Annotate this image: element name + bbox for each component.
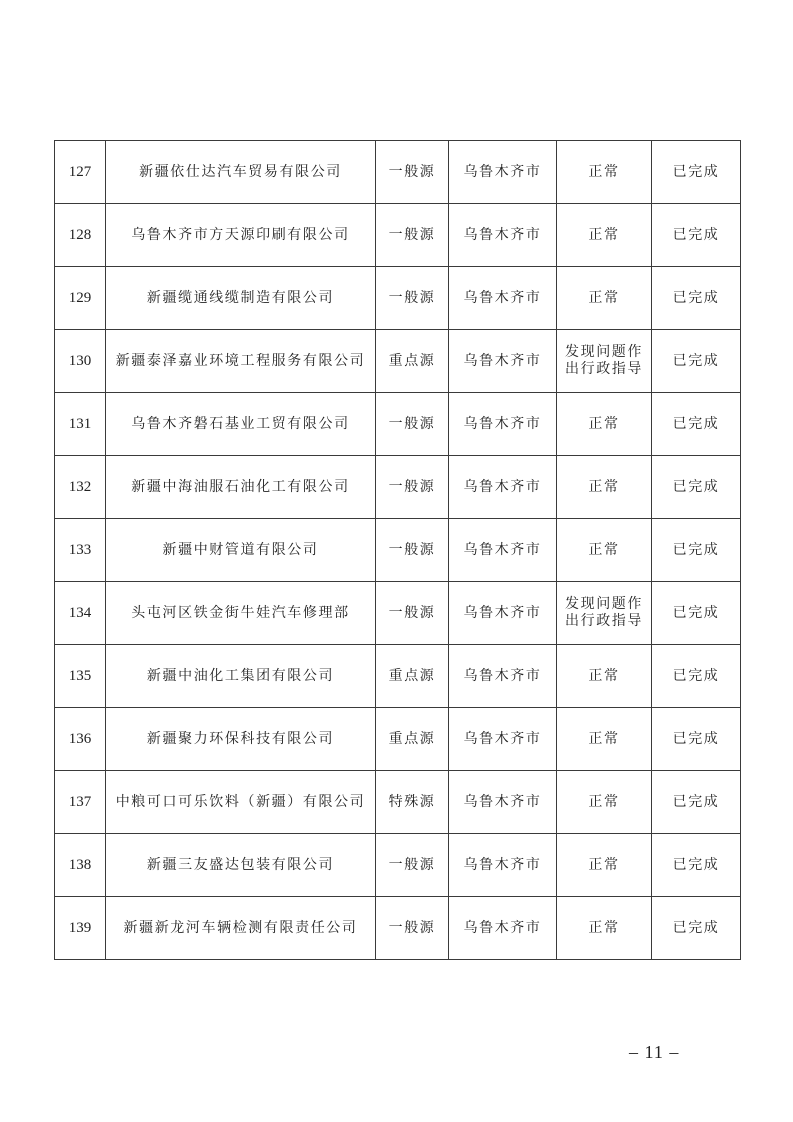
- table-body: [55, 141, 741, 960]
- row-number-cell: 131: [55, 393, 106, 456]
- row-number-cell: 129: [55, 267, 106, 330]
- city-cell: 乌鲁木齐市: [449, 330, 557, 393]
- company-name-cell: 新疆聚力环保科技有限公司: [106, 708, 376, 771]
- table-row: [55, 708, 741, 771]
- city-cell: 乌鲁木齐市: [449, 393, 557, 456]
- inspection-result-cell: 正常: [557, 204, 652, 267]
- city-cell: 乌鲁木齐市: [449, 645, 557, 708]
- inspection-result-cell: 正常: [557, 897, 652, 960]
- company-name-cell: 新疆新龙河车辆检测有限责任公司: [106, 897, 376, 960]
- city-cell: 乌鲁木齐市: [449, 267, 557, 330]
- source-type-cell: 一般源: [376, 519, 449, 582]
- inspection-result-cell: 正常: [557, 456, 652, 519]
- source-type-cell: 一般源: [376, 582, 449, 645]
- company-name-cell: 新疆中财管道有限公司: [106, 519, 376, 582]
- row-number-cell: 136: [55, 708, 106, 771]
- inspection-result-cell: 正常: [557, 393, 652, 456]
- city-cell: 乌鲁木齐市: [449, 897, 557, 960]
- company-name-cell: 乌鲁木齐市方天源印刷有限公司: [106, 204, 376, 267]
- status-cell: 已完成: [652, 393, 741, 456]
- source-type-cell: 重点源: [376, 330, 449, 393]
- city-cell: 乌鲁木齐市: [449, 456, 557, 519]
- source-type-cell: 一般源: [376, 897, 449, 960]
- source-type-cell: 一般源: [376, 456, 449, 519]
- row-number-cell: 138: [55, 834, 106, 897]
- city-cell: 乌鲁木齐市: [449, 834, 557, 897]
- row-number-cell: 132: [55, 456, 106, 519]
- inspection-result-cell: 正常: [557, 771, 652, 834]
- city-cell: 乌鲁木齐市: [449, 519, 557, 582]
- inspection-result-cell: 正常: [557, 645, 652, 708]
- city-cell: 乌鲁木齐市: [449, 582, 557, 645]
- status-cell: 已完成: [652, 708, 741, 771]
- row-number-cell: 137: [55, 771, 106, 834]
- table-row: [55, 141, 741, 204]
- row-number-cell: 130: [55, 330, 106, 393]
- row-number-cell: 135: [55, 645, 106, 708]
- status-cell: 已完成: [652, 204, 741, 267]
- status-cell: 已完成: [652, 771, 741, 834]
- status-cell: 已完成: [652, 645, 741, 708]
- table-row: [55, 834, 741, 897]
- table-row: [55, 645, 741, 708]
- table-row: [55, 393, 741, 456]
- table-row: [55, 771, 741, 834]
- page-number: – 11 –: [629, 1042, 680, 1062]
- table-row: [55, 897, 741, 960]
- row-number-cell: 134: [55, 582, 106, 645]
- inspection-result-cell: 正常: [557, 834, 652, 897]
- source-type-cell: 一般源: [376, 393, 449, 456]
- inspection-result-cell: 正常: [557, 267, 652, 330]
- row-number-cell: 139: [55, 897, 106, 960]
- source-type-cell: 一般源: [376, 204, 449, 267]
- inspection-result-cell: 正常: [557, 519, 652, 582]
- inspection-table: [54, 140, 741, 960]
- inspection-result-cell: 正常: [557, 141, 652, 204]
- source-type-cell: 一般源: [376, 141, 449, 204]
- status-cell: 已完成: [652, 141, 741, 204]
- table-row: [55, 519, 741, 582]
- table-row: [55, 330, 741, 393]
- source-type-cell: 重点源: [376, 708, 449, 771]
- inspection-result-cell: 正常: [557, 708, 652, 771]
- status-cell: 已完成: [652, 834, 741, 897]
- status-cell: 已完成: [652, 897, 741, 960]
- company-name-cell: 新疆缆通线缆制造有限公司: [106, 267, 376, 330]
- inspection-result-cell: 发现问题作出行政指导: [557, 330, 652, 393]
- inspection-result-cell: 发现问题作出行政指导: [557, 582, 652, 645]
- status-cell: 已完成: [652, 267, 741, 330]
- company-name-cell: 新疆中油化工集团有限公司: [106, 645, 376, 708]
- source-type-cell: 重点源: [376, 645, 449, 708]
- company-name-cell: 新疆依仕达汽车贸易有限公司: [106, 141, 376, 204]
- company-name-cell: 新疆三友盛达包装有限公司: [106, 834, 376, 897]
- table-row: [55, 204, 741, 267]
- city-cell: 乌鲁木齐市: [449, 708, 557, 771]
- city-cell: 乌鲁木齐市: [449, 204, 557, 267]
- source-type-cell: 一般源: [376, 267, 449, 330]
- status-cell: 已完成: [652, 519, 741, 582]
- source-type-cell: 一般源: [376, 834, 449, 897]
- company-name-cell: 中粮可口可乐饮料（新疆）有限公司: [106, 771, 376, 834]
- company-name-cell: 乌鲁木齐磐石基业工贸有限公司: [106, 393, 376, 456]
- company-name-cell: 新疆中海油服石油化工有限公司: [106, 456, 376, 519]
- table-row: [55, 456, 741, 519]
- table-row: [55, 267, 741, 330]
- city-cell: 乌鲁木齐市: [449, 771, 557, 834]
- company-name-cell: 头屯河区铁金街牛娃汽车修理部: [106, 582, 376, 645]
- status-cell: 已完成: [652, 582, 741, 645]
- table-row: [55, 582, 741, 645]
- source-type-cell: 特殊源: [376, 771, 449, 834]
- row-number-cell: 128: [55, 204, 106, 267]
- row-number-cell: 127: [55, 141, 106, 204]
- city-cell: 乌鲁木齐市: [449, 141, 557, 204]
- status-cell: 已完成: [652, 330, 741, 393]
- row-number-cell: 133: [55, 519, 106, 582]
- status-cell: 已完成: [652, 456, 741, 519]
- company-name-cell: 新疆泰泽嘉业环境工程服务有限公司: [106, 330, 376, 393]
